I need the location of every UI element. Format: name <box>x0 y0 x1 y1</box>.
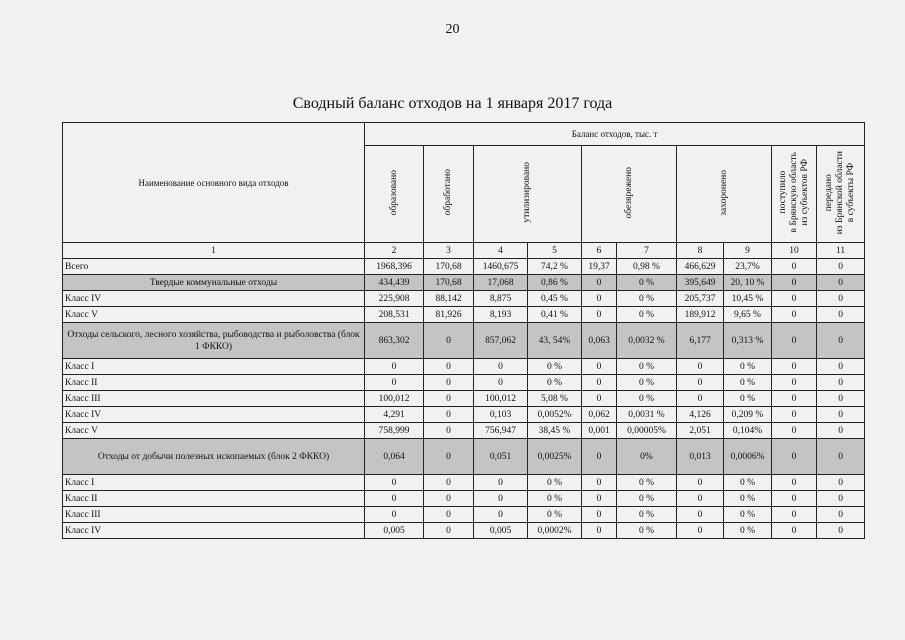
column-index-cell: 11 <box>817 243 865 259</box>
value-cell: 0 <box>677 523 724 539</box>
value-cell: 0 <box>474 375 528 391</box>
value-cell: 0 <box>582 275 617 291</box>
table-row <box>63 423 865 439</box>
value-cell: 0 <box>582 491 617 507</box>
value-cell: 0 % <box>617 359 677 375</box>
value-cell: 0 <box>772 323 817 359</box>
value-cell: 0 % <box>724 491 772 507</box>
value-cell: 0 <box>365 491 424 507</box>
row-name-cell: Класс III <box>63 391 365 407</box>
column-index-cell: 9 <box>724 243 772 259</box>
row-name-cell: Класс IV <box>63 291 365 307</box>
value-cell: 170,68 <box>424 259 474 275</box>
value-cell: 17,068 <box>474 275 528 291</box>
balance-group-header: Баланс отходов, тыс. т <box>365 123 865 146</box>
column-index-row <box>63 243 865 259</box>
value-cell: 466,629 <box>677 259 724 275</box>
value-cell: 43, 54% <box>528 323 582 359</box>
value-cell: 0 <box>772 391 817 407</box>
value-cell: 0 <box>772 291 817 307</box>
value-cell: 0 % <box>724 475 772 491</box>
value-cell: 0 <box>817 475 865 491</box>
value-cell: 0 <box>677 507 724 523</box>
value-cell: 0 <box>677 491 724 507</box>
row-name-cell: Класс IV <box>63 523 365 539</box>
value-cell: 0 <box>772 375 817 391</box>
value-cell: 0,209 % <box>724 407 772 423</box>
value-cell: 0,064 <box>365 439 424 475</box>
value-cell: 0 <box>424 475 474 491</box>
value-cell: 0 % <box>724 523 772 539</box>
value-cell: 0 % <box>617 491 677 507</box>
value-cell: 0 <box>582 359 617 375</box>
value-cell: 0 <box>817 323 865 359</box>
row-name-cell: Отходы от добычи полезных ископаемых (блок 2 ФККО) <box>63 439 365 475</box>
row-name-cell: Класс V <box>63 423 365 439</box>
table-row <box>63 475 865 491</box>
col-header-received: поступило в Брянскую область из субъектов РФ <box>772 146 817 243</box>
column-index-cell: 5 <box>528 243 582 259</box>
value-cell: 0 <box>424 523 474 539</box>
value-cell: 0,005 <box>365 523 424 539</box>
table-row <box>63 391 865 407</box>
value-cell: 0 <box>474 359 528 375</box>
value-cell: 170,68 <box>424 275 474 291</box>
value-cell: 0 <box>582 375 617 391</box>
value-cell: 19,37 <box>582 259 617 275</box>
value-cell: 0,0006% <box>724 439 772 475</box>
value-cell: 0 <box>817 291 865 307</box>
value-cell: 0 % <box>617 291 677 307</box>
value-cell: 0 <box>424 439 474 475</box>
value-cell: 0 <box>817 507 865 523</box>
value-cell: 0 <box>582 523 617 539</box>
value-cell: 0 <box>772 407 817 423</box>
value-cell: 0,86 % <box>528 275 582 291</box>
value-cell: 0 <box>424 375 474 391</box>
value-cell: 10,45 % <box>724 291 772 307</box>
col-header-processed: обработано <box>424 146 474 243</box>
value-cell: 4,291 <box>365 407 424 423</box>
value-cell: 0 % <box>528 375 582 391</box>
name-column-header: Наименование основного вида отходов <box>63 123 365 243</box>
value-cell: 100,012 <box>474 391 528 407</box>
table-row <box>63 359 865 375</box>
row-name-cell: Класс I <box>63 475 365 491</box>
col-header-utilized: утилизировано <box>474 146 582 243</box>
value-cell: 6,177 <box>677 323 724 359</box>
value-cell: 0 <box>772 359 817 375</box>
value-cell: 0 <box>817 391 865 407</box>
column-index-cell: 2 <box>365 243 424 259</box>
value-cell: 756,947 <box>474 423 528 439</box>
value-cell: 0 <box>424 391 474 407</box>
value-cell: 0 <box>772 275 817 291</box>
value-cell: 857,062 <box>474 323 528 359</box>
value-cell: 0 <box>772 523 817 539</box>
value-cell: 1460,675 <box>474 259 528 275</box>
value-cell: 0 <box>677 359 724 375</box>
value-cell: 0,45 % <box>528 291 582 307</box>
table-row <box>63 259 865 275</box>
value-cell: 0 <box>817 375 865 391</box>
value-cell: 0 <box>772 439 817 475</box>
value-cell: 0 <box>582 291 617 307</box>
page-number: 20 <box>445 22 460 37</box>
value-cell: 205,737 <box>677 291 724 307</box>
table-body <box>63 243 865 539</box>
value-cell: 2,051 <box>677 423 724 439</box>
value-cell: 0 % <box>617 507 677 523</box>
value-cell: 0 <box>772 475 817 491</box>
value-cell: 0 <box>677 375 724 391</box>
value-cell: 0 % <box>617 523 677 539</box>
value-cell: 0 <box>772 491 817 507</box>
table-row-category <box>63 439 865 475</box>
value-cell: 0 <box>424 323 474 359</box>
row-name-cell: Класс I <box>63 359 365 375</box>
value-cell: 0 <box>365 359 424 375</box>
waste-balance-table <box>62 122 865 539</box>
value-cell: 0 <box>817 423 865 439</box>
value-cell: 0 <box>772 423 817 439</box>
value-cell: 0 % <box>724 391 772 407</box>
value-cell: 0 <box>582 507 617 523</box>
value-cell: 0 % <box>528 475 582 491</box>
value-cell: 0 <box>365 475 424 491</box>
value-cell: 0,013 <box>677 439 724 475</box>
value-cell: 88,142 <box>424 291 474 307</box>
row-name-cell: Класс V <box>63 307 365 323</box>
value-cell: 0 % <box>528 359 582 375</box>
value-cell: 225,908 <box>365 291 424 307</box>
value-cell: 0,063 <box>582 323 617 359</box>
value-cell: 74,2 % <box>528 259 582 275</box>
value-cell: 0 <box>817 491 865 507</box>
value-cell: 0,0025% <box>528 439 582 475</box>
row-name-cell: Класс II <box>63 491 365 507</box>
value-cell: 0 <box>365 375 424 391</box>
value-cell: 0 <box>772 507 817 523</box>
value-cell: 0 <box>424 507 474 523</box>
value-cell: 0 <box>772 259 817 275</box>
value-cell: 189,912 <box>677 307 724 323</box>
value-cell: 81,926 <box>424 307 474 323</box>
value-cell: 0 <box>817 275 865 291</box>
column-index-cell: 6 <box>582 243 617 259</box>
value-cell: 0 % <box>724 375 772 391</box>
value-cell: 0,313 % <box>724 323 772 359</box>
value-cell: 4,126 <box>677 407 724 423</box>
value-cell: 0,41 % <box>528 307 582 323</box>
value-cell: 208,531 <box>365 307 424 323</box>
value-cell: 0 <box>424 491 474 507</box>
value-cell: 0 <box>582 307 617 323</box>
header-row-group <box>63 123 865 146</box>
col-header-neutralized: обезврежено <box>582 146 677 243</box>
value-cell: 863,302 <box>365 323 424 359</box>
row-name-cell: Отходы сельского, лесного хозяйства, рыбоводства и рыболовства (блок 1 ФККО) <box>63 323 365 359</box>
value-cell: 758,999 <box>365 423 424 439</box>
table-row-category <box>63 323 865 359</box>
value-cell: 0 <box>817 259 865 275</box>
value-cell: 0 % <box>724 359 772 375</box>
value-cell: 0,0032 % <box>617 323 677 359</box>
value-cell: 0,0052% <box>528 407 582 423</box>
value-cell: 434,439 <box>365 275 424 291</box>
value-cell: 0,103 <box>474 407 528 423</box>
value-cell: 0,0031 % <box>617 407 677 423</box>
value-cell: 0 <box>474 491 528 507</box>
value-cell: 0 % <box>528 491 582 507</box>
column-index-cell: 7 <box>617 243 677 259</box>
value-cell: 0% <box>617 439 677 475</box>
value-cell: 0 <box>817 523 865 539</box>
value-cell: 1968,396 <box>365 259 424 275</box>
value-cell: 0 <box>582 475 617 491</box>
value-cell: 38,45 % <box>528 423 582 439</box>
value-cell: 8,875 <box>474 291 528 307</box>
document-title: Сводный баланс отходов на 1 января 2017 года <box>292 95 613 112</box>
value-cell: 395,649 <box>677 275 724 291</box>
value-cell: 100,012 <box>365 391 424 407</box>
value-cell: 0,00005% <box>617 423 677 439</box>
value-cell: 0 % <box>617 275 677 291</box>
value-cell: 0 <box>817 439 865 475</box>
row-name-cell: Класс II <box>63 375 365 391</box>
value-cell: 0 <box>817 307 865 323</box>
row-name-cell: Всего <box>63 259 365 275</box>
table-row <box>63 523 865 539</box>
value-cell: 0,0002% <box>528 523 582 539</box>
value-cell: 0 % <box>724 507 772 523</box>
value-cell: 0 % <box>617 375 677 391</box>
row-name-cell: Класс IV <box>63 407 365 423</box>
value-cell: 20, 10 % <box>724 275 772 291</box>
value-cell: 0 <box>582 439 617 475</box>
table-row <box>63 307 865 323</box>
value-cell: 0 <box>474 475 528 491</box>
value-cell: 0 <box>772 307 817 323</box>
table-row <box>63 291 865 307</box>
value-cell: 23,7% <box>724 259 772 275</box>
value-cell: 5,08 % <box>528 391 582 407</box>
value-cell: 0,005 <box>474 523 528 539</box>
value-cell: 0 <box>424 359 474 375</box>
col-header-transferred: передано из Брянской области в субъекты РФ <box>817 146 865 243</box>
value-cell: 0 <box>582 391 617 407</box>
value-cell: 0 <box>677 391 724 407</box>
value-cell: 0 % <box>528 507 582 523</box>
value-cell: 0,051 <box>474 439 528 475</box>
value-cell: 0 <box>817 407 865 423</box>
value-cell: 0,001 <box>582 423 617 439</box>
value-cell: 0 <box>424 423 474 439</box>
table-row <box>63 491 865 507</box>
column-index-cell: 3 <box>424 243 474 259</box>
table-row <box>63 507 865 523</box>
column-index-cell: 10 <box>772 243 817 259</box>
table-row <box>63 407 865 423</box>
value-cell: 0 % <box>617 475 677 491</box>
value-cell: 0,062 <box>582 407 617 423</box>
value-cell: 0 <box>365 507 424 523</box>
value-cell: 0 <box>424 407 474 423</box>
table-row-category <box>63 275 865 291</box>
value-cell: 0 % <box>617 307 677 323</box>
col-header-buried: захоронено <box>677 146 772 243</box>
column-index-cell: 4 <box>474 243 528 259</box>
row-name-cell: Твердые коммунальные отходы <box>63 275 365 291</box>
table-row <box>63 375 865 391</box>
value-cell: 9,65 % <box>724 307 772 323</box>
col-header-generated: образовано <box>365 146 424 243</box>
column-index-cell: 1 <box>63 243 365 259</box>
value-cell: 0 <box>817 359 865 375</box>
value-cell: 0,104% <box>724 423 772 439</box>
value-cell: 0 <box>474 507 528 523</box>
value-cell: 8,193 <box>474 307 528 323</box>
value-cell: 0 <box>677 475 724 491</box>
value-cell: 0,98 % <box>617 259 677 275</box>
column-index-cell: 8 <box>677 243 724 259</box>
value-cell: 0 % <box>617 391 677 407</box>
row-name-cell: Класс III <box>63 507 365 523</box>
